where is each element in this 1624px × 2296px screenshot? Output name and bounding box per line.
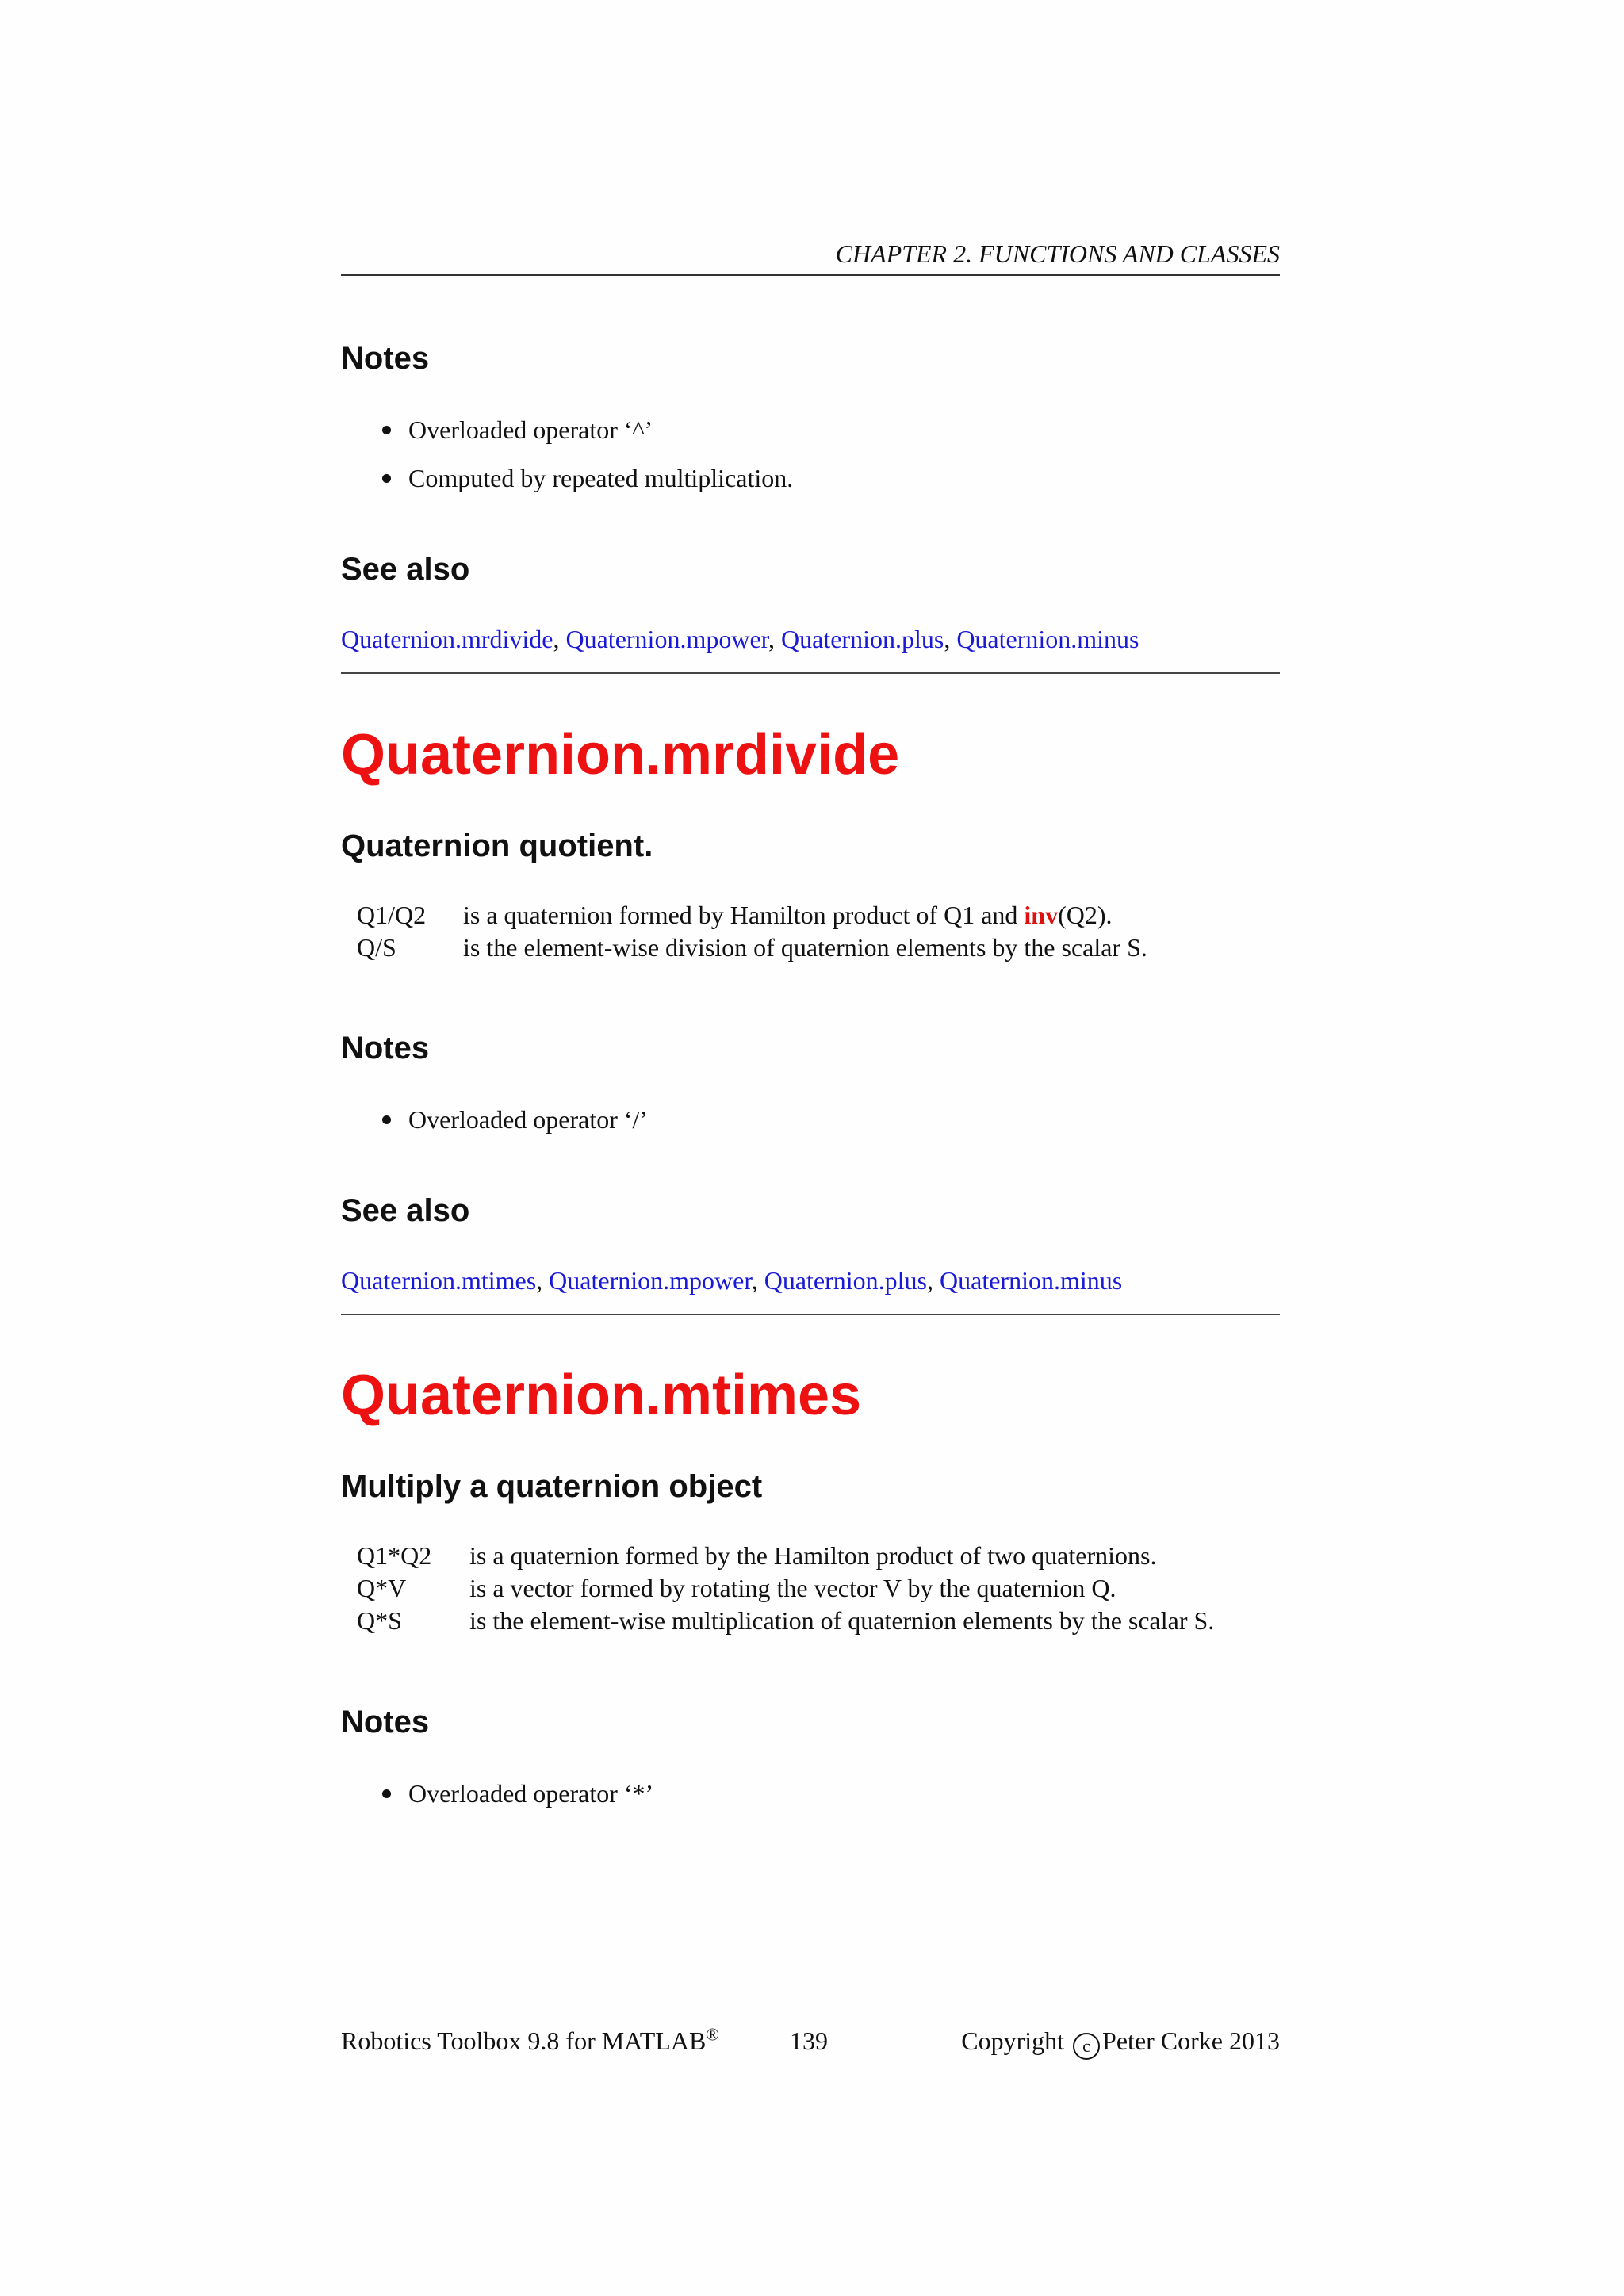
mtimes-title-wrap xyxy=(341,1362,1280,1429)
mrdivide-notes-list-wrap xyxy=(341,1104,1280,1152)
section-subtitle: Quaternion quotient. xyxy=(341,828,653,863)
section-subtitle: Multiply a quaternion object xyxy=(341,1469,763,1504)
list-item: Overloaded operator ‘*’ xyxy=(341,1777,1280,1809)
table-row xyxy=(341,899,1147,932)
mrdivide-definitions xyxy=(341,899,1280,964)
definition-desc: is a vector formed by rotating the vector V by the quaternion Q. xyxy=(469,1574,1116,1602)
definition-term: Q/S xyxy=(357,933,396,962)
link-quaternion-mpower[interactable]: Quaternion.mpower xyxy=(565,625,769,653)
section-title: Quaternion.mtimes xyxy=(341,1364,862,1427)
definition-term: Q*S xyxy=(357,1606,402,1635)
footer-title: Robotics Toolbox 9.8 for MATLAB® xyxy=(341,2024,719,2055)
link-quaternion-mtimes[interactable]: Quaternion.mtimes xyxy=(341,1266,537,1295)
link-quaternion-minus[interactable]: Quaternion.minus xyxy=(940,1266,1123,1295)
link-quaternion-plus[interactable]: Quaternion.plus xyxy=(781,625,944,653)
mrdivide-notes-heading-wrap xyxy=(341,1029,1280,1067)
see-also-links: Quaternion.mrdivide, Quaternion.mpower, Quaternion.plus, Quaternion.minus xyxy=(341,625,1139,653)
notes-list xyxy=(341,414,1280,494)
definition-term: Q1*Q2 xyxy=(357,1541,432,1570)
mrdivide-see-also-heading-wrap xyxy=(341,1192,1280,1230)
definition-term: Q1/Q2 xyxy=(357,901,427,929)
definition-table xyxy=(341,1540,1214,1637)
definition-desc: is the element-wise division of quaternion elements by the scalar S. xyxy=(463,933,1147,962)
see-also-heading: See also xyxy=(341,1193,470,1228)
definition-table xyxy=(341,899,1147,964)
page-number: 139 xyxy=(790,2026,828,2055)
notes-heading: Notes xyxy=(341,1705,430,1739)
document-page xyxy=(341,0,1280,2296)
bullet-icon xyxy=(382,426,391,434)
bullet-icon xyxy=(382,1789,391,1798)
link-quaternion-minus[interactable]: Quaternion.minus xyxy=(956,625,1139,653)
running-head: CHAPTER 2. FUNCTIONS AND CLASSES xyxy=(835,239,1280,268)
definition-term: Q*V xyxy=(357,1574,407,1602)
notes-list xyxy=(341,1104,1280,1135)
definition-desc: is a quaternion formed by Hamilton product of Q1 and inv(Q2). xyxy=(463,901,1113,929)
definition-desc: is the element-wise multiplication of quaternion elements by the scalar S. xyxy=(469,1606,1215,1635)
see-also-links: Quaternion.mtimes, Quaternion.mpower, Quaternion.plus, Quaternion.minus xyxy=(341,1266,1123,1295)
list-item: Overloaded operator ‘/’ xyxy=(341,1104,1280,1135)
top-see-also-heading-wrap xyxy=(341,550,1280,588)
link-quaternion-mrdivide[interactable]: Quaternion.mrdivide xyxy=(341,625,553,653)
table-row xyxy=(341,1605,1214,1637)
list-item: Overloaded operator ‘^’ xyxy=(341,414,1280,446)
see-also-heading: See also xyxy=(341,552,470,587)
copyright-icon: c xyxy=(1073,2033,1100,2060)
top-notes-heading-wrap xyxy=(341,339,1280,377)
list-item: Computed by repeated multiplication. xyxy=(341,462,1280,494)
link-quaternion-mpower[interactable]: Quaternion.mpower xyxy=(549,1266,752,1295)
notes-heading: Notes xyxy=(341,1031,430,1066)
definition-desc: is a quaternion formed by the Hamilton product of two quaternions. xyxy=(469,1541,1157,1570)
top-notes-list-wrap xyxy=(341,414,1280,511)
mtimes-notes-list-wrap xyxy=(341,1777,1280,1826)
section-divider xyxy=(341,1314,1280,1315)
link-quaternion-plus[interactable]: Quaternion.plus xyxy=(764,1266,927,1295)
mrdivide-title-wrap xyxy=(341,721,1280,788)
registered-mark: ® xyxy=(706,2024,719,2045)
notes-list xyxy=(341,1777,1280,1809)
section-title: Quaternion.mrdivide xyxy=(341,723,900,786)
page-footer xyxy=(341,2022,1280,2060)
mrdivide-subtitle-wrap xyxy=(341,827,1280,865)
section-divider xyxy=(341,672,1280,674)
bullet-icon xyxy=(382,1115,391,1124)
table-row xyxy=(341,1572,1214,1605)
mtimes-definitions xyxy=(341,1540,1280,1637)
footer-copyright: Copyright c Peter Corke 2013 xyxy=(961,2022,1280,2060)
mtimes-subtitle-wrap xyxy=(341,1468,1280,1506)
notes-heading: Notes xyxy=(341,341,430,376)
function-link-inv[interactable]: inv xyxy=(1024,901,1059,929)
table-row xyxy=(341,932,1147,964)
bullet-icon xyxy=(382,474,391,483)
mtimes-notes-heading-wrap xyxy=(341,1703,1280,1741)
table-row xyxy=(341,1540,1214,1572)
header-rule xyxy=(341,274,1280,276)
